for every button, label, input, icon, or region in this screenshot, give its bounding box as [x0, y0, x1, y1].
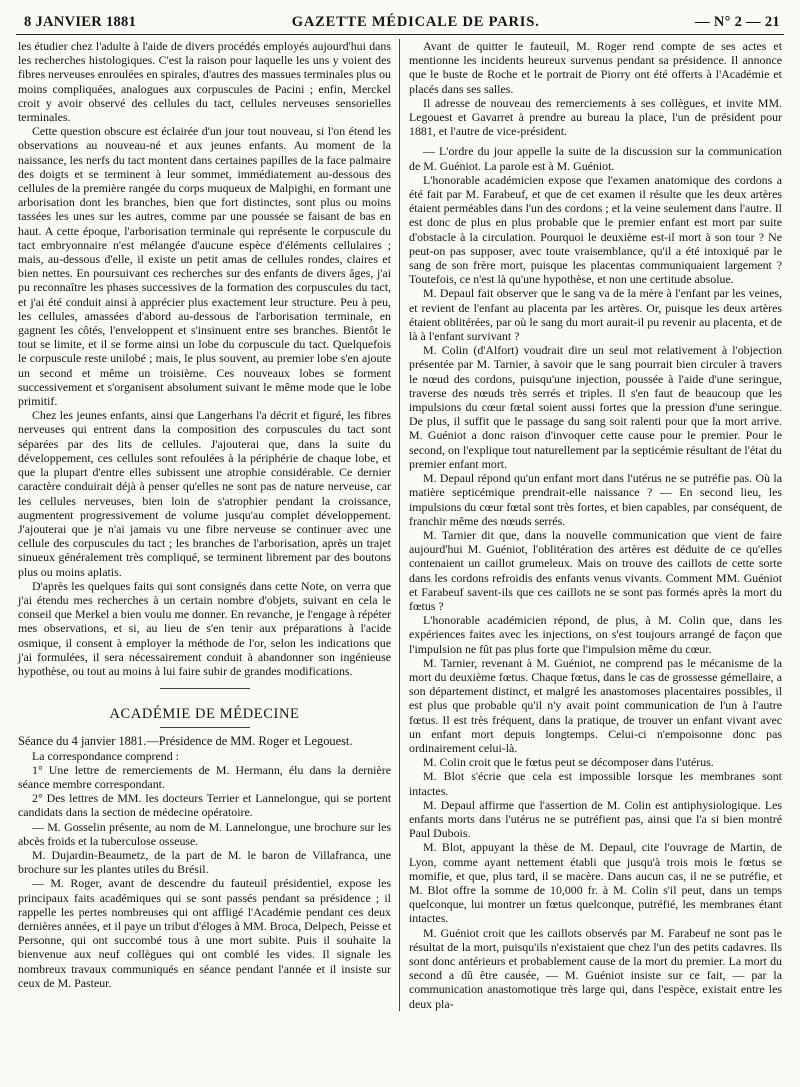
issue-date: 8 JANVIER 1881: [24, 14, 137, 30]
paragraph: M. Blot s'écrie que cela est impossible lorsque les membranes sont intactes.: [409, 769, 782, 798]
paragraph: L'honorable académicien répond, de plus, à M. Colin que, dans les expériences faites avec les injections, on s'est toujours arrangé de façon que l'impulsion ne fût pas plus forte que l'impulsion même du cœur.: [409, 613, 782, 656]
section-title: ACADÉMIE DE MÉDECINE: [109, 706, 300, 723]
paragraph: M. Blot, appuyant la thèse de M. Depaul, cite l'ouvrage de Martin, de Lyon, comme ayant nettement établi que jusqu'à trois mois le fœtus se momifie, et que, plus tard, il se macère. Dans aucun cas, il ne se putréfie, et M. Blot offre la somme de 10,000 fr. à M. Colin s'il peut, dans un temps quelconque, lui montrer un fœtus quelconque, putréfié, les membranes étant intactes.: [409, 840, 782, 926]
paragraph: 1° Une lettre de remerciements de M. Hermann, élu dans la dernière séance membre correspondant.: [18, 762, 391, 791]
running-header: [16, 14, 784, 35]
section-divider: [160, 688, 250, 689]
paragraph: Avant de quitter le fauteuil, M. Roger rend compte de ses actes et mentionne les incidents heureux survenus pendant sa présidence. Il annonce que le buste de Roche et le portrait de Piorry ont été offerts à l'Académie et placés dans ses salles.: [409, 39, 782, 96]
paragraph: D'après les quelques faits qui sont consignés dans cette Note, on verra que j'ai étendu mes recherches à un certain nombre d'objets, suivant en cela le conseil que Merkel a bien voulu me donner. En revanche, je l'engage à répéter mes observations, et si, au lieu de s'en tenir aux préparations à l'acide osmique, il consent à employer la méthode de l'or, selon les indications que j'ai formulées, il sera nécessairement conduit à abandonner son ingénieuse hypothèse, ou tout au moins à lui faire subir de grandes modifications.: [18, 578, 391, 678]
paragraph: les étudier chez l'adulte à l'aide de divers procédés employés aujourd'hui dans les recherches histologiques. C'est la raison pour laquelle les uns y voient des fibres nerveuses enroulées en spirales, d'autres des massues terminales plus ou moins compliquées, analogues aux corpuscules de Pacini ; enfin, Merckel croit y avoir observé des cellules du tact, cellules nerveuses sensorielles terminales.: [18, 39, 391, 125]
two-column-body: [16, 39, 784, 1011]
paragraph: M. Depaul affirme que l'assertion de M. Colin est antiphysiologique. Les enfants morts dans l'utérus ne se putréfient pas, ainsi que l'a si bien montré Paul Dubois.: [409, 797, 782, 841]
paragraph: Cette question obscure est éclairée d'un jour tout nouveau, si l'on étend les observations au nouveau-né et aux jeunes enfants. Au moment de la naissance, les nerfs du tact montent dans certaines papilles de la face palmaire des doigts et se terminent à leur sommet, immédiatement au-dessous des cellules de la première rangée du corps muqueux de Malpighi, en formant une arborisation dont les branches, bien que fort distinctes, sont plus ou moins tassées les unes sur les autres, comme par une poussée se faisant de bas en haut. A cette époque, l'arborisation terminale qui représente le corpuscule du tact embryonnaire n'est mélangée d'aucune espèce d'éléments cellulaires ; mais, au-dessous d'elle, il existe un petit amas de cellules rondes, claires et bien nettes. En poursuivant ces recherches sur des enfants de divers âges, j'ai pu reconnaître les phases successives de la formation des corpuscules du tact, et j'ai été conduit ainsi à apprécier plus exactement leur structure. Peu à peu, les cellules, amassées d'abord au-dessous de l'arborisation terminale, en gagnent les côtés, l'enveloppent et s'insinuent entre ses branches. Bientôt le tout se limite, et il se forme ainsi un lobe du corpuscule du tact. Quelquefois le corpuscule reste unilobé ; mais, le plus souvent, au premier lobe s'en ajoute un second et même un troisième. Ces nouveaux lobes se forment successivement et s'organisent absolument suivant le même mode que le lobe primitif.: [18, 124, 391, 409]
paragraph: — L'ordre du jour appelle la suite de la discussion sur la communication de M. Guéniot. La parole est à M. Guéniot.: [409, 144, 782, 173]
paragraph: La correspondance comprend :: [32, 748, 179, 763]
paragraph: L'honorable académicien expose que l'examen anatomique des cordons a été fait par M. Farabeuf, et que de cet examen il résulte que les deux artères étaient perméables dans l'un des cordons ; et la veine seulement dans l'autre. Il est donc de plus en plus probable que le premier enfant est mort par suite d'obstacle à la circulation. Pourquoi le deuxième est-il mort à son tour ? Ne peut-on pas supposer, avec toute vraisemblance, qu'il a été intoxiqué par le sang de son frère mort, puisque les placentas communiquaient largement ? Toutefois, ce n'est là qu'une hypothèse, et non une certitude absolue.: [409, 172, 782, 287]
paragraph: M. Tarnier, revenant à M. Guéniot, ne comprend pas le mécanisme de la mort du deuxième fœtus. Chaque fœtus, dans le cas de grossesse gémellaire, a son département distinct, et malgré les anastomoses placentaires possibles, il est plus que probable qu'il n'y avait point communication de l'un à l'autre fœtus. Il est très fréquent, dans la pratique, de trouver un enfant vivant avec un enfant mort depuis longtemps. Celui-ci n'empoisonne donc pas ordinairement celui-là.: [409, 655, 782, 755]
paragraph: Il adresse de nouveau des remerciements à ses collègues, et invite MM. Legouest et Gavarret à prendre au bureau la place, l'un de président pour 1881, et l'autre de vice-président.: [409, 95, 782, 139]
paragraph: 2° Des lettres de MM. les docteurs Terrier et Lannelongue, qui se portent candidats dans la section de médecine opératoire.: [18, 791, 391, 820]
session-heading: Séance du 4 janvier 1881.—Présidence de MM. Roger et Legouest.: [18, 734, 353, 749]
paragraph: Chez les jeunes enfants, ainsi que Langerhans l'a décrit et figuré, les fibres nerveuses qui entrent dans la composition des corpuscules du tact sont séparées par des lits de cellules. J'ajouterai que, dans la suite du développement, ces cellules sont refoulées à la périphérie de chaque lobe, et que la plupart d'entre elles subissent une atrophie considérable. Ce dernier caractère conduirait déjà à penser qu'elles ne sont pas de nature nerveuse, car les cellules nerveuses, bien loin de s'atrophier pendant la croissance, augmentent progressivement de volume jusqu'au complet développement. J'ajouterai que je n'ai jamais vu une fibre nerveuse se continuer avec une cellule des corpuscules du tact ; les branches de l'arborisation, après un trajet sinueux généralement très compliqué, se terminent librement par des boutons plus ou moins aplatis.: [18, 408, 391, 579]
right-column: [400, 39, 784, 1011]
journal-title: GAZETTE MÉDICALE DE PARIS.: [291, 14, 540, 30]
left-column: [16, 39, 400, 1011]
paragraph: — M. Gosselin présente, au nom de M. Lannelongue, une brochure sur les abcès froids et la tuberculose osseuse.: [18, 819, 391, 848]
paragraph: M. Dujardin-Beaumetz, de la part de M. le baron de Villafranca, une brochure sur les plantes utiles du Brésil.: [18, 847, 391, 877]
section-divider: [160, 727, 250, 728]
paragraph: M. Depaul répond qu'un enfant mort dans l'utérus ne se putréfie pas. Où la matière septicémique prendrait-elle naissance ? — En second lieu, les impulsions du cœur fœtal sont très fortes, et bien capables, par conséquent, de franchir même des nœuds serrés.: [409, 471, 782, 528]
paragraph: M. Colin croit que le fœtus peut se décomposer dans l'utérus.: [423, 755, 714, 770]
paragraph: M. Guéniot croit que les caillots observés par M. Farabeuf ne sont pas le résultat de la mort, puisqu'ils n'existaient que chez l'un des petits cadavres. Ils sont donc antérieurs et probablement cause de la mort du premier. La mort du second a dû être causée, — M. Guéniot insiste sur ce fait, — par la communication anastomotique très large qui, dans l'espèce, existait entre les deux pla-: [409, 925, 782, 1011]
paragraph: — M. Roger, avant de descendre du fauteuil présidentiel, expose les principaux faits académiques qui se sont passés pendant sa présidence ; il rappelle les pertes nombreuses qui ont affligé l'Académie pendant ces deux dernières années, et il paye un tribut d'éloges à MM. Broca, Delpech, Peisse et Personne, qui ont succombé tous à une mort subite. Puis il souhaite la bienvenue aux neuf collègues qui ont comblé les vides. Il signale les nombreux travaux communiqués en séance pendant l'année et il insiste sur ceux de M. Pasteur.: [18, 876, 391, 990]
issue-and-page-number: — N° 2 — 21: [695, 14, 780, 30]
paragraph: M. Colin (d'Alfort) voudrait dire un seul mot relativement à l'objection présentée par M. Tarnier, à savoir que le sang pourrait bien circuler à travers le nœud des cordons, puisqu'une injection, poussée à l'aide d'une seringue, traverse des nœuds très serrés et triples. Il s'en faut de beaucoup que les impulsions du cœur fœtal soient aussi fortes que la pression d'une seringue. De plus, il suffit que le passage du sang soit ralenti pour que la mort arrive. M. Guéniot a donc raison d'invoquer cette cause pour le premier. Pour le second, on l'explique tout naturellement par la septicémie résultant de l'état du premier enfant mort.: [409, 343, 782, 471]
paragraph: M. Tarnier dit que, dans la nouvelle communication que vient de faire aujourd'hui M. Guéniot, l'oblitération des artères est déduite de ce qu'elles contenaient un caillot grumeleux. Mais on trouve des caillots de cette sorte dans les cordons refroidis des enfants venus vivants. Comment MM. Guéniot et Farabeuf savent-ils que ces caillots ne se sont pas formés après la mort du fœtus ?: [409, 527, 782, 613]
paragraph: M. Depaul fait observer que le sang va de la mère à l'enfant par les veines, et revient de l'enfant au placenta par les artères. Or, puisque les deux artères étaient oblitérées, par où le sang du mort aurait-il pu revenir au placenta, et de là à l'enfant survivant ?: [409, 286, 782, 344]
